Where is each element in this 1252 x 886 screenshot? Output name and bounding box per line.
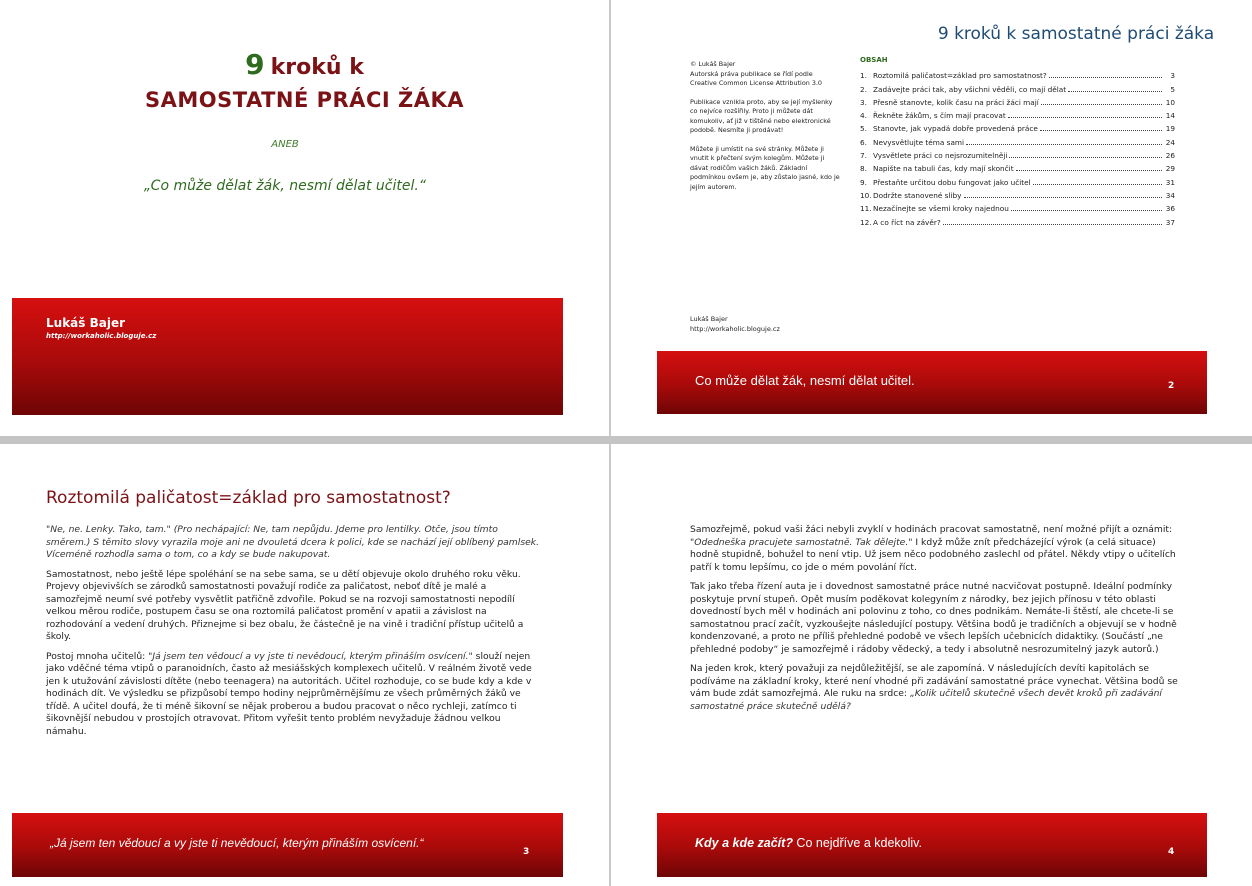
chapter-banner-text [695, 836, 922, 850]
paragraph-1-start: Samozřejmě, pokud vaši žáci nebyli zvyklí v hodinách pracovat samostatně, není možné přijít a oznámit: [690, 524, 1173, 535]
copyright-line: © Lukáš Bajer [690, 60, 736, 68]
paragraph-3-rest: slouží nejen jako vděčné téma vtipů o paranoidních, často až mesiášských komplexech učitelů. V reálném životě vede jen k utužování závislosti dítěte (nebo teenagera) na autoritách. Učitel rozhoduje, co se bude kdy a kde v hodinách dít. Ve výsledku se přizpůsobí tempo hodiny nejprůměrnějšímu ze všech průměrných žáků ve třídě. A učitel doufá, že ti méně šikovní se nějak proberou a budou pracovat o něco rychleji, zatímco ti šikovnější nebudou v prostojích otravovat. Přitom vyřešit tento problém nevyžaduje žádnou velkou námahu. [46, 650, 532, 737]
toc-leader-dots [1011, 210, 1162, 211]
toc-entry-page: 31 [1165, 177, 1175, 187]
contents-banner-text: Co může dělat žák, nesmí dělat učitel. [695, 373, 915, 388]
toc-entry[interactable] [860, 160, 1175, 173]
page-number: 2 [1168, 381, 1175, 391]
toc-entry-number: 3. [860, 97, 867, 107]
toc-entry[interactable] [860, 200, 1175, 213]
table-of-contents [860, 67, 1175, 227]
page-2-contents [611, 0, 1252, 436]
toc-heading: OBSAH [860, 56, 888, 64]
paragraph-1-quote: "Ne, ne. Lenky. Tako, tam." [46, 524, 171, 535]
toc-leader-dots [1016, 170, 1162, 171]
license-block [690, 60, 840, 201]
toc-entry-number: 7. [860, 151, 867, 161]
toc-entry[interactable] [860, 67, 1175, 80]
chapter-body-continued [690, 524, 1185, 720]
toc-entry-page: 36 [1165, 204, 1175, 214]
paragraph-1-rest: I když může znít předcházející výrok (a celá situace) hodně stupidně, bohužel to není vtip. Už jsem něco podobného zaslechl od přátel. Někdy vtipy o učitelích patří k tomu lepšímu, co jde o mém povolání říct. [690, 536, 1176, 573]
toc-entry-title: Řekněte žákům, s čím mají pracovat [873, 111, 1006, 121]
toc-entry-number: 10. [860, 190, 872, 200]
toc-entry-title: Přesně stanovte, kolik času na práci žáci mají [873, 97, 1039, 107]
contents-url[interactable]: http://workaholic.bloguje.cz [690, 325, 780, 333]
toc-entry-page: 19 [1165, 124, 1175, 134]
toc-entry-page: 3 [1170, 71, 1175, 81]
cover-banner [12, 298, 563, 415]
license-para2: Můžete ji umístit na své stránky. Můžete ji vnutit k přečtení svým kolegům. Můžete ji dávat rodičům vašich žáků. Základní podmínkou ovšem je, aby zůstalo jasné, kdo je jejím autorem. [690, 144, 840, 191]
toc-entry[interactable] [860, 133, 1175, 146]
toc-leader-dots [1041, 104, 1162, 105]
cover-title-text: kroků k [270, 55, 364, 80]
chapter-title: Roztomilá paličatost=základ pro samostatnost? [46, 488, 451, 508]
toc-entry-number: 4. [860, 111, 867, 121]
toc-leader-dots [1049, 77, 1162, 78]
license-line: Autorská práva publikace se řídí podle Creative Common License Attribution 3.0 [690, 69, 822, 87]
cover-aneb: ANEB [271, 139, 299, 150]
license-para1: Publikace vznikla proto, aby se její myšlenky co nejvíce rozšířily. Proto ji můžete dát komukoliv, ať již v tištěné nebo elektronické podobě. Nesmíte ji prodávat! [690, 97, 833, 134]
paragraph-3-quote: "Já jsem ten vědoucí a vy jste ti nevědoucí, kterým přináším osvícení." [148, 650, 473, 662]
toc-entry[interactable] [860, 120, 1175, 133]
paragraph-3-start: Postoj mnoha učitelů: [46, 650, 149, 662]
chapter-body [46, 524, 541, 745]
toc-entry[interactable] [860, 80, 1175, 93]
chapter-banner-quote: „Já jsem ten vědoucí a vy jste ti nevědoucí, kterým přináším osvícení.“ [50, 836, 424, 850]
paragraph-1-rest: (Pro nechápající: Ne, tam nepůjdu. Jdeme pro lentilky. Otče, jsou tímto směrem.) S těmito slovy vyrazila moje ani ne dvouletá dcera k polici, kde se nachází její oblíbený pamlsek. Víceméně rozhodla sama o tom, co a kdy se bude nakupovat. [46, 524, 539, 560]
toc-entry-title: Nezačínejte se všemi kroky najednou [873, 204, 1009, 214]
contents-page-title: 9 kroků k samostatné práci žáka [937, 24, 1215, 44]
toc-entry-number: 2. [860, 84, 867, 94]
horizontal-page-divider [0, 436, 1252, 444]
cover-title-number: 9 [245, 48, 265, 81]
toc-leader-dots [1009, 157, 1162, 158]
toc-entry[interactable] [860, 187, 1175, 200]
chapter-banner [657, 813, 1207, 877]
toc-entry-page: 14 [1165, 111, 1175, 121]
paragraph-3-quote: „Kolik učitelů skutečně všech devět kroků při zadávání samostatné práce skutečně udělá? [690, 688, 1162, 712]
cover-url[interactable]: http://workaholic.bloguje.cz [46, 332, 157, 340]
paragraph-3-start: Na jeden krok, který považuji za nejdůležitější, se ale zapomíná. V následujících devíti kapitolách se podíváme na základní kroky, které není vhodné při zadávání samostatné práce vynechat. Většina bodů se vám bude zdát samozřejmá. Ale ruku na srdce: [690, 663, 1178, 699]
cover-quote: „Co může dělat žák, nesmí dělat učitel.“ [143, 178, 427, 194]
banner-rest-text: Co nejdříve a kdekoliv. [792, 836, 922, 850]
toc-entry-title: Stanovte, jak vypadá dobře provedená práce [873, 124, 1038, 134]
toc-entry-number: 12. [860, 217, 872, 227]
paragraph-3 [690, 663, 1185, 713]
toc-entry-page: 26 [1165, 151, 1175, 161]
page-4-chapter1-cont [611, 444, 1252, 886]
toc-leader-dots [1040, 130, 1162, 131]
page-number: 4 [1168, 847, 1175, 857]
toc-entry-page: 10 [1165, 97, 1175, 107]
paragraph-3 [46, 651, 541, 739]
toc-entry-title: Dodržte stanovené sliby [873, 190, 962, 200]
cover-title-line1 [0, 48, 609, 81]
contents-author-block [690, 314, 780, 334]
toc-leader-dots [1068, 91, 1162, 92]
toc-entry-title: A co říct na závěr? [873, 217, 941, 227]
toc-entry[interactable] [860, 147, 1175, 160]
cover-title-line2: SAMOSTATNÉ PRÁCI ŽÁKA [145, 88, 464, 112]
contents-banner [657, 351, 1207, 414]
toc-entry-number: 6. [860, 137, 867, 147]
banner-bold-text: Kdy a kde začít? [695, 836, 793, 850]
toc-entry[interactable] [860, 173, 1175, 186]
paragraph-2: Samostatnost, nebo ještě lépe spoléhání se na sebe sama, se u dětí objevuje okolo druhého roku věku. Projevy objevivších se zárodků samostatnosti považují rodiče za paličatost, neboť dítě je malé a samozřejmě neumí své potřeby vysvětlit patřičně zdvořile. Pokud se na rozvoji samostatnosti nepodílí velkou měrou rodiče, postupem času se ona roztomilá paličatost promění v apatii a závislost na rozhodování a vedení druhých. Přiznejme si bez obalu, že částečně je na vině i tradiční přístup učitelů a školy. [46, 568, 524, 642]
toc-entry-number: 1. [860, 71, 867, 81]
toc-entry-number: 8. [860, 164, 867, 174]
toc-entry-number: 9. [860, 177, 867, 187]
toc-leader-dots [1008, 117, 1162, 118]
page-3-chapter1 [0, 444, 609, 886]
toc-entry-page: 37 [1165, 217, 1175, 227]
toc-entry-title: Nevysvětlujte téma sami [873, 137, 965, 147]
toc-entry[interactable] [860, 94, 1175, 107]
toc-entry-page: 34 [1165, 190, 1175, 200]
toc-leader-dots [966, 144, 1162, 145]
cover-author: Lukáš Bajer [46, 316, 126, 330]
toc-entry-title: Přestaňte určitou dobu fungovat jako učitel [873, 177, 1031, 187]
paragraph-1-quote: "Odedneška pracujete samostatně. Tak dělejte." [690, 536, 913, 548]
page-1-cover [0, 0, 609, 436]
toc-entry[interactable] [860, 213, 1175, 226]
toc-entry-page: 24 [1165, 137, 1175, 147]
toc-entry-title: Zadávejte práci tak, aby všichni věděli, co mají dělat [873, 84, 1067, 94]
toc-entry-title: Vysvětlete práci co nejsrozumitelněji [873, 151, 1008, 161]
page-number: 3 [523, 847, 530, 857]
toc-entry-page: 5 [1170, 84, 1175, 94]
contents-author: Lukáš Bajer [690, 315, 728, 323]
toc-entry-title: Roztomilá paličatost=základ pro samostatnost? [873, 71, 1047, 81]
paragraph-1 [46, 524, 541, 562]
toc-leader-dots [943, 224, 1162, 225]
toc-entry-number: 5. [860, 124, 867, 134]
toc-entry[interactable] [860, 107, 1175, 120]
paragraph-1 [690, 524, 1185, 574]
toc-entry-title: Napište na tabuli čas, kdy mají skončit [873, 164, 1014, 174]
toc-leader-dots [964, 197, 1163, 198]
chapter-banner [12, 813, 563, 877]
toc-entry-page: 29 [1165, 164, 1175, 174]
toc-entry-number: 11. [860, 204, 872, 214]
paragraph-2: Tak jako třeba řízení auta je i dovednost samostatné práce nutné nacvičovat postupně. Ideální podmínky poskytuje první stupeň. Opět musím poděkovat kolegyním z národky, bez jejich přínosu v této oblasti dovedností bych měl v hodinách ani polovinu z toho, co dnes podnikám. Nemáte-li štěstí, ale chcete-li se samostatnou prací začít, vyzkoušejte následující postupy. Většina bodů je tradičních a objevují se v hodně kondenzované, a proto ne příliš přehledné podobě ve všech lepších učebnicích didaktiky. (Součástí „ne přehledné podoby“ je samozřejmě i rádoby vědecký, a tedy i absolutně nesrozumitelný jazyk autorů.) [690, 581, 1177, 655]
toc-leader-dots [1033, 184, 1162, 185]
